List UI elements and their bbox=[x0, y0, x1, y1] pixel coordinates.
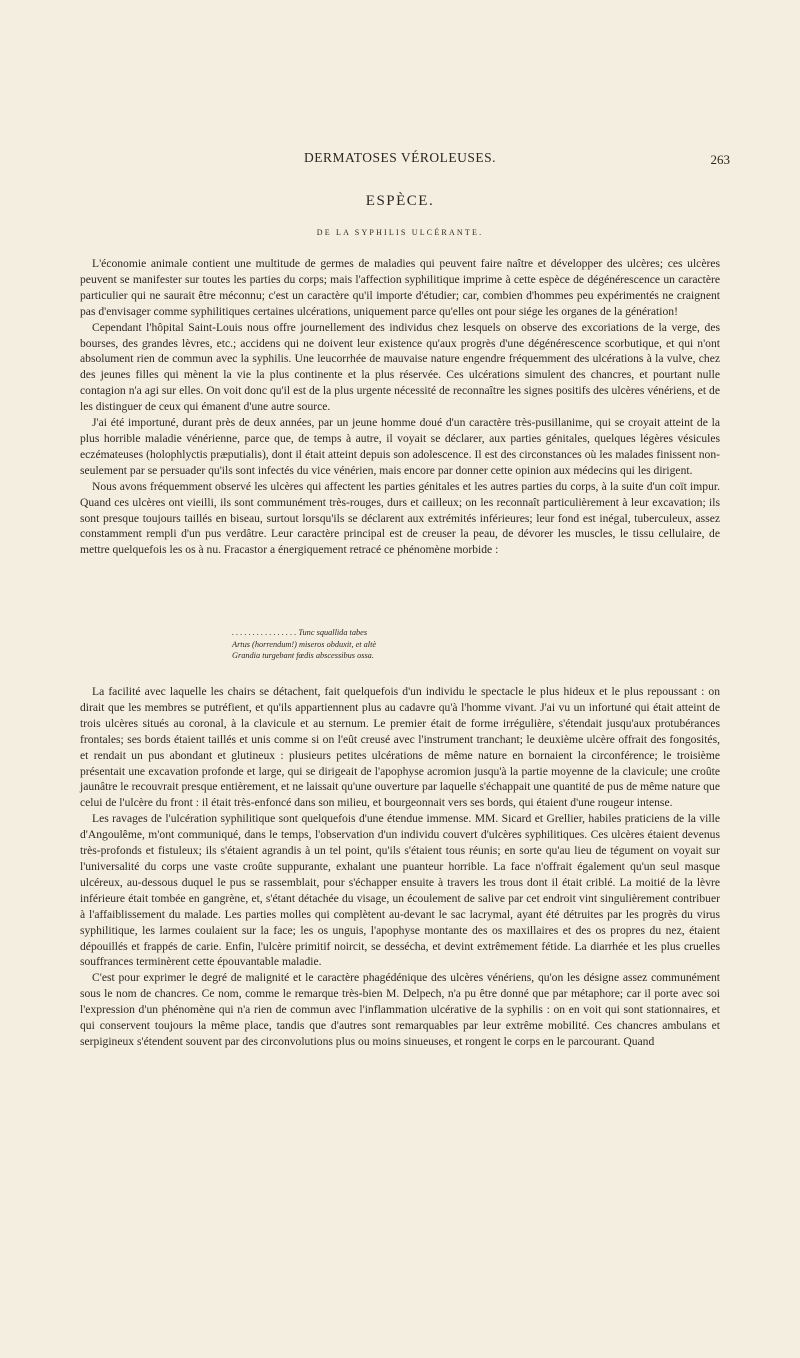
body-text-upper bbox=[80, 256, 720, 558]
page-number: 263 bbox=[710, 152, 730, 167]
paragraph: L'économie animale contient une multitude de germes de maladies qui peuvent faire naître et développer des ulcères; ces ulcères peuvent se manifester sur toutes les parties du corps; mais l'affection syphilitique imprime à cette espèce de dégénérescence un caractère particulier qui ne saurait être méconnu; c'est un caractère qu'il importe d'étudier; car, combien d'hommes peu expérimentés ne craignent pas d'envisager comme syphilitiques certaines ulcérations, uniquement parce qu'elles ont pour siége les organes de la génération! bbox=[80, 257, 720, 318]
paragraph: Cependant l'hôpital Saint-Louis nous offre journellement des individus chez lesquels on observe des excoriations de la verge, des bourses, des grandes lèvres, etc.; accidens qui ne doivent leur existence qu'aux progrès d'une dégénérescence scorbutique, et qui n'ont absolument rien de commun avec la syphilis. Une leucorrhée de mauvaise nature engendre fréquemment des ulcérations à la vulve, chez des jeunes filles qui mènent la vie la plus continente et la plus réservée. Ces ulcérations simulent des chancres, et pourtant nulle contagion n'a agi sur elles. On voit donc qu'il est de la plus urgente nécessité de reconnaître les signes positifs des ulcères vénériens, et de les distinguer de ceux qui émanent d'une autre source. bbox=[80, 320, 720, 414]
paragraph: Nous avons fréquemment observé les ulcères qui affectent les parties génitales et les autres parties du corps, à la suite d'un coït impur. Quand ces ulcères ont vieilli, ils sont communément très-rouges, durs et cailleux; on les reconnaît particulièrement à leur excavation; ils sont presque toujours taillés en biseau, surtout lorsqu'ils se déclarent aux extrémités inférieures; leur fond est inégal, tuberculeux, assez constamment rempli d'un pus verdâtre. Leur caractère principal est de creuser la peau, de dévorer les muscles, le tissu cellulaire, de mettre quelquefois les os à nu. Fracastor a énergiquement retracé ce phénomène morbide : bbox=[80, 479, 720, 557]
section-title: ESPÈCE. bbox=[365, 193, 435, 209]
body-text-lower bbox=[80, 684, 720, 1050]
verse-line: . . . . . . . . . . . . . . . . Tunc squallida tabes bbox=[232, 628, 368, 637]
latin-verse-quote bbox=[232, 627, 572, 662]
running-head: DERMATOSES VÉROLEUSES. bbox=[303, 150, 497, 165]
verse-line: Artus (horrendum!) miseros obduxit, et altè bbox=[232, 639, 377, 649]
section-subtitle: DE LA SYPHILIS ULCÉRANTE. bbox=[316, 228, 484, 237]
paragraph: Les ravages de l'ulcération syphilitique sont quelquefois d'une étendue immense. MM. Sicard et Grellier, habiles praticiens de la ville d'Angoulême, m'ont communiqué, dans le temps, l'observation d'un individu couvert d'ulcères syphilitiques. Ces ulcères étaient devenus très-profonds et fistuleux; ils s'étaient agrandis à un tel point, qu'ils s'étaient tous réunis; en sorte qu'au lieu de tégument on voyait sur l'universalité du corps une vaste croûte suppurante, exhalant une puanteur horrible. La face n'offrait également qu'un seul masque ulcéreux, au-dessous duquel le pus se rassemblait, pour s'échapper ensuite à travers les trous dont il était criblé. La moitié de la lèvre inférieure était tombée en gangrène, et, s'étant détachée du visage, un écoulement de salive par cet endroit vint singulièrement contribuer à l'affaiblissement du malade. Les parties molles qui complètent au-devant le sac lacrymal, ayant été détruites par les progrès du virus syphilitique, les larmes coulaient sur la face; les os unguis, l'apophyse montante des os maxillaires et des os propres du nez, étaient dépouillés et frappés de carie. Enfin, l'ulcère primitif noircit, se dessécha, et devint extrêmement fétide. La diarrhée et les plus cruelles souffrances terminèrent cette épouvantable maladie. bbox=[80, 812, 720, 969]
paragraph: La facilité avec laquelle les chairs se détachent, fait quelquefois d'un individu le spectacle le plus hideux et le plus repoussant : on dirait que les membres se putréfient, et qu'ils appartiennent plus au cadavre qu'à l'homme vivant. J'ai vu un infortuné qui était atteint de trois ulcères situés au coronal, à la clavicule et au sternum. Le premier était de forme irrégulière, s'étendait jusqu'aux protubérances frontales; ses bords étaient taillés et unis comme si on l'eût creusé avec l'instrument tranchant; le deuxième ulcère offrait des fongosités, et rendait un pus abondant et glutineux : plusieurs petites ulcérations de même nature en bornaient la circonférence; le troisième présentait une excavation profonde et large, qui se dirigeait de l'apophyse acromion jusqu'à la partie moyenne de la clavicule; une croûte jaunâtre le recouvrait presque entièrement, et ne laissait qu'une ouverture par laquelle s'échappait une quantité de pus de même nature que celui de l'ulcère du front : il était très-enfoncé dans son milieu, et bourgeonnait vers ses bords, qui étaient d'une rougeur intense. bbox=[80, 685, 720, 810]
verse-line: Grandia turgebant fœdis abscessibus ossa. bbox=[232, 651, 374, 660]
paragraph: J'ai été importuné, durant près de deux années, par un jeune homme doué d'un caractère très-pusillanime, qui se croyait atteint de la plus horrible maladie vénérienne, parce que, de temps à autre, il voyait se déclarer, aux parties génitales, quelques légères vésicules eczémateuses (holophlyctis præputialis), dont il était atteint depuis son adolescence. Il est des circonstances où les malades finissent non-seulement par se persuader qu'ils sont infectés du vice vénérien, mais encore par donner cette opinion aux médecins qui les dirigent. bbox=[80, 416, 720, 477]
paragraph: C'est pour exprimer le degré de malignité et le caractère phagédénique des ulcères vénériens, qu'on les désigne assez communément sous le nom de chancres. Ce nom, comme le remarque très-bien M. Delpech, n'a pu être donné que par métaphore; car il porte avec soi l'expression d'un phénomène qui n'a rien de commun avec l'inflammation ulcérative de la syphilis : on en voit qui sont stationnaires, et qui conservent toujours la même place, tandis que d'autres sont remarquables par leur extrême mobilité. Ces chancres ambulans et serpigineux s'étendent souvent par des circonvolutions plus ou moins sinueuses, et rongent le corps en le parcourant. Quand bbox=[80, 971, 720, 1048]
